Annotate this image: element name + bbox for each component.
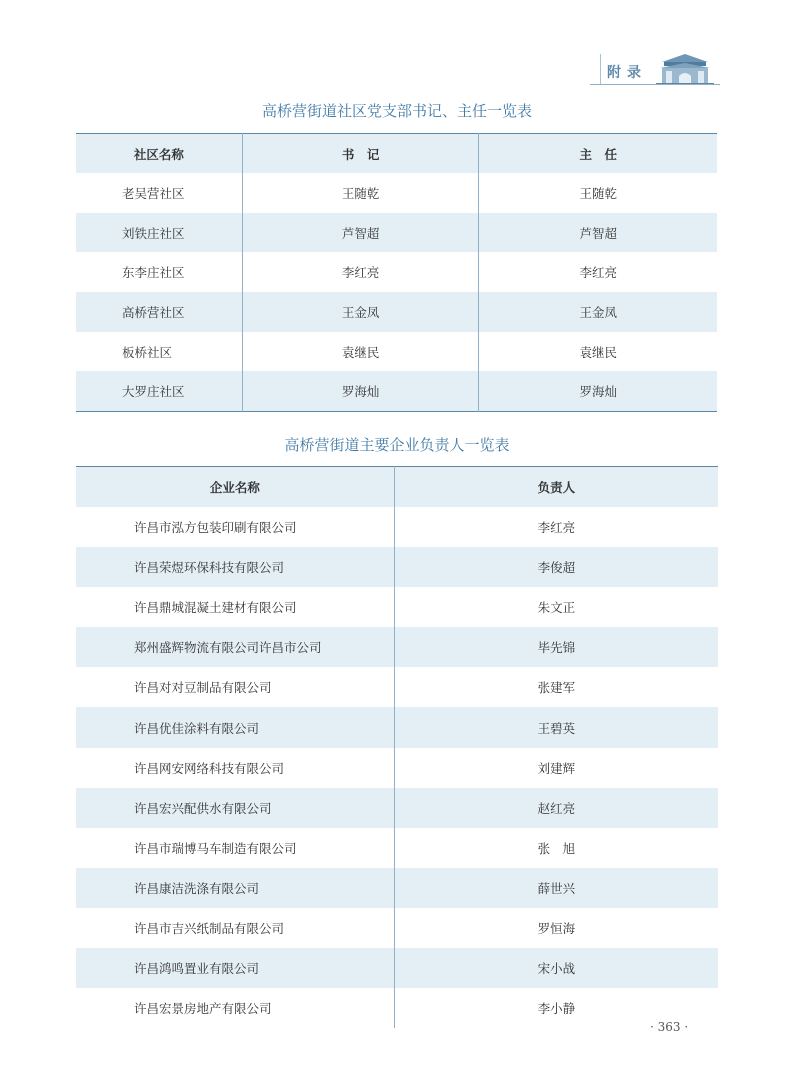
enterprise-name: 许昌对对豆制品有限公司 xyxy=(134,680,272,696)
table-row xyxy=(76,667,718,707)
table-row xyxy=(76,868,718,908)
table-row xyxy=(76,173,717,213)
enterprise-name: 许昌市瑞博马车制造有限公司 xyxy=(134,840,297,856)
header-secretary: 书 记 xyxy=(242,134,479,174)
person-name: 李小静 xyxy=(394,988,718,1028)
person-name: 毕先锦 xyxy=(394,627,718,667)
enterprise-name: 许昌优佳涂料有限公司 xyxy=(76,707,394,747)
person-name: 李俊超 xyxy=(394,547,718,587)
person-name: 李红亮 xyxy=(394,507,718,547)
person-name: 王碧英 xyxy=(394,707,718,747)
community-name: 高桥营社区 xyxy=(76,292,242,332)
secretary-name: 王随乾 xyxy=(242,173,479,213)
table-row xyxy=(76,748,718,788)
header-rule xyxy=(590,84,720,85)
enterprise-name: 许昌鸿鸣置业有限公司 xyxy=(76,948,394,988)
person-name: 朱文正 xyxy=(394,587,718,627)
community-name: 老吴营社区 xyxy=(122,185,185,201)
enterprise-name: 许昌市吉兴纸制品有限公司 xyxy=(134,920,285,936)
header-director: 主 任 xyxy=(479,134,717,174)
header-person-in-charge: 负责人 xyxy=(394,467,718,508)
enterprise-leaders-table xyxy=(76,466,718,1028)
table1-title: 高桥营街道社区党支部书记、主任一览表 xyxy=(261,102,532,120)
director-name: 王金凤 xyxy=(479,292,717,332)
header-community: 社区名称 xyxy=(76,134,242,174)
page-number: · 363 · xyxy=(650,1020,689,1034)
section-header xyxy=(590,52,720,86)
table-row xyxy=(76,547,718,587)
person-name: 赵红亮 xyxy=(394,788,718,828)
secretary-name: 芦智超 xyxy=(242,213,479,253)
person-name: 宋小战 xyxy=(394,948,718,988)
person-name: 张 旭 xyxy=(394,828,718,868)
person-name: 薛世兴 xyxy=(394,868,718,908)
director-name: 王随乾 xyxy=(479,173,717,213)
enterprise-name: 许昌荣煜环保科技有限公司 xyxy=(76,547,394,587)
enterprise-name: 许昌宏景房地产有限公司 xyxy=(134,1001,272,1017)
enterprise-name: 许昌网安网络科技有限公司 xyxy=(134,760,285,776)
person-name: 张建军 xyxy=(394,667,718,707)
table2-title: 高桥营街道主要企业负责人一览表 xyxy=(284,436,510,454)
community-leaders-table xyxy=(76,133,717,412)
table-row xyxy=(76,828,718,868)
table-row xyxy=(76,948,718,988)
header-enterprise: 企业名称 xyxy=(76,467,394,508)
table-row xyxy=(76,908,718,948)
table-row xyxy=(76,627,718,667)
person-name: 罗恒海 xyxy=(394,908,718,948)
person-name: 刘建辉 xyxy=(394,748,718,788)
table-row xyxy=(76,507,718,547)
community-name: 大罗庄社区 xyxy=(76,371,242,411)
director-name: 芦智超 xyxy=(479,213,717,253)
director-name: 李红亮 xyxy=(479,252,717,292)
director-name: 袁继民 xyxy=(479,332,717,372)
table-row xyxy=(76,788,718,828)
community-name: 东李庄社区 xyxy=(122,265,185,281)
table-row xyxy=(76,332,717,372)
secretary-name: 袁继民 xyxy=(242,332,479,372)
table-row xyxy=(76,371,717,411)
enterprise-name: 郑州盛辉物流有限公司许昌市公司 xyxy=(76,627,394,667)
table-row xyxy=(76,292,717,332)
community-name: 板桥社区 xyxy=(122,344,173,360)
secretary-name: 王金凤 xyxy=(242,292,479,332)
table-row xyxy=(76,252,717,292)
community-name: 刘铁庄社区 xyxy=(76,213,242,253)
enterprise-name: 许昌宏兴配供水有限公司 xyxy=(76,788,394,828)
enterprise-name: 许昌鼎城混凝土建材有限公司 xyxy=(134,600,297,616)
enterprise-name: 许昌市泓方包装印刷有限公司 xyxy=(134,520,297,536)
table-header-row xyxy=(76,467,718,508)
table-row xyxy=(76,707,718,747)
city-gate-icon xyxy=(656,52,714,85)
table-header-row xyxy=(76,134,717,174)
table-row xyxy=(76,587,718,627)
secretary-name: 李红亮 xyxy=(242,252,479,292)
director-name: 罗海灿 xyxy=(479,371,717,411)
enterprise-name: 许昌康洁洗涤有限公司 xyxy=(76,868,394,908)
section-label: 附录 xyxy=(607,65,647,81)
table-row xyxy=(76,213,717,253)
table-row xyxy=(76,988,718,1028)
header-divider xyxy=(600,54,601,84)
secretary-name: 罗海灿 xyxy=(242,371,479,411)
